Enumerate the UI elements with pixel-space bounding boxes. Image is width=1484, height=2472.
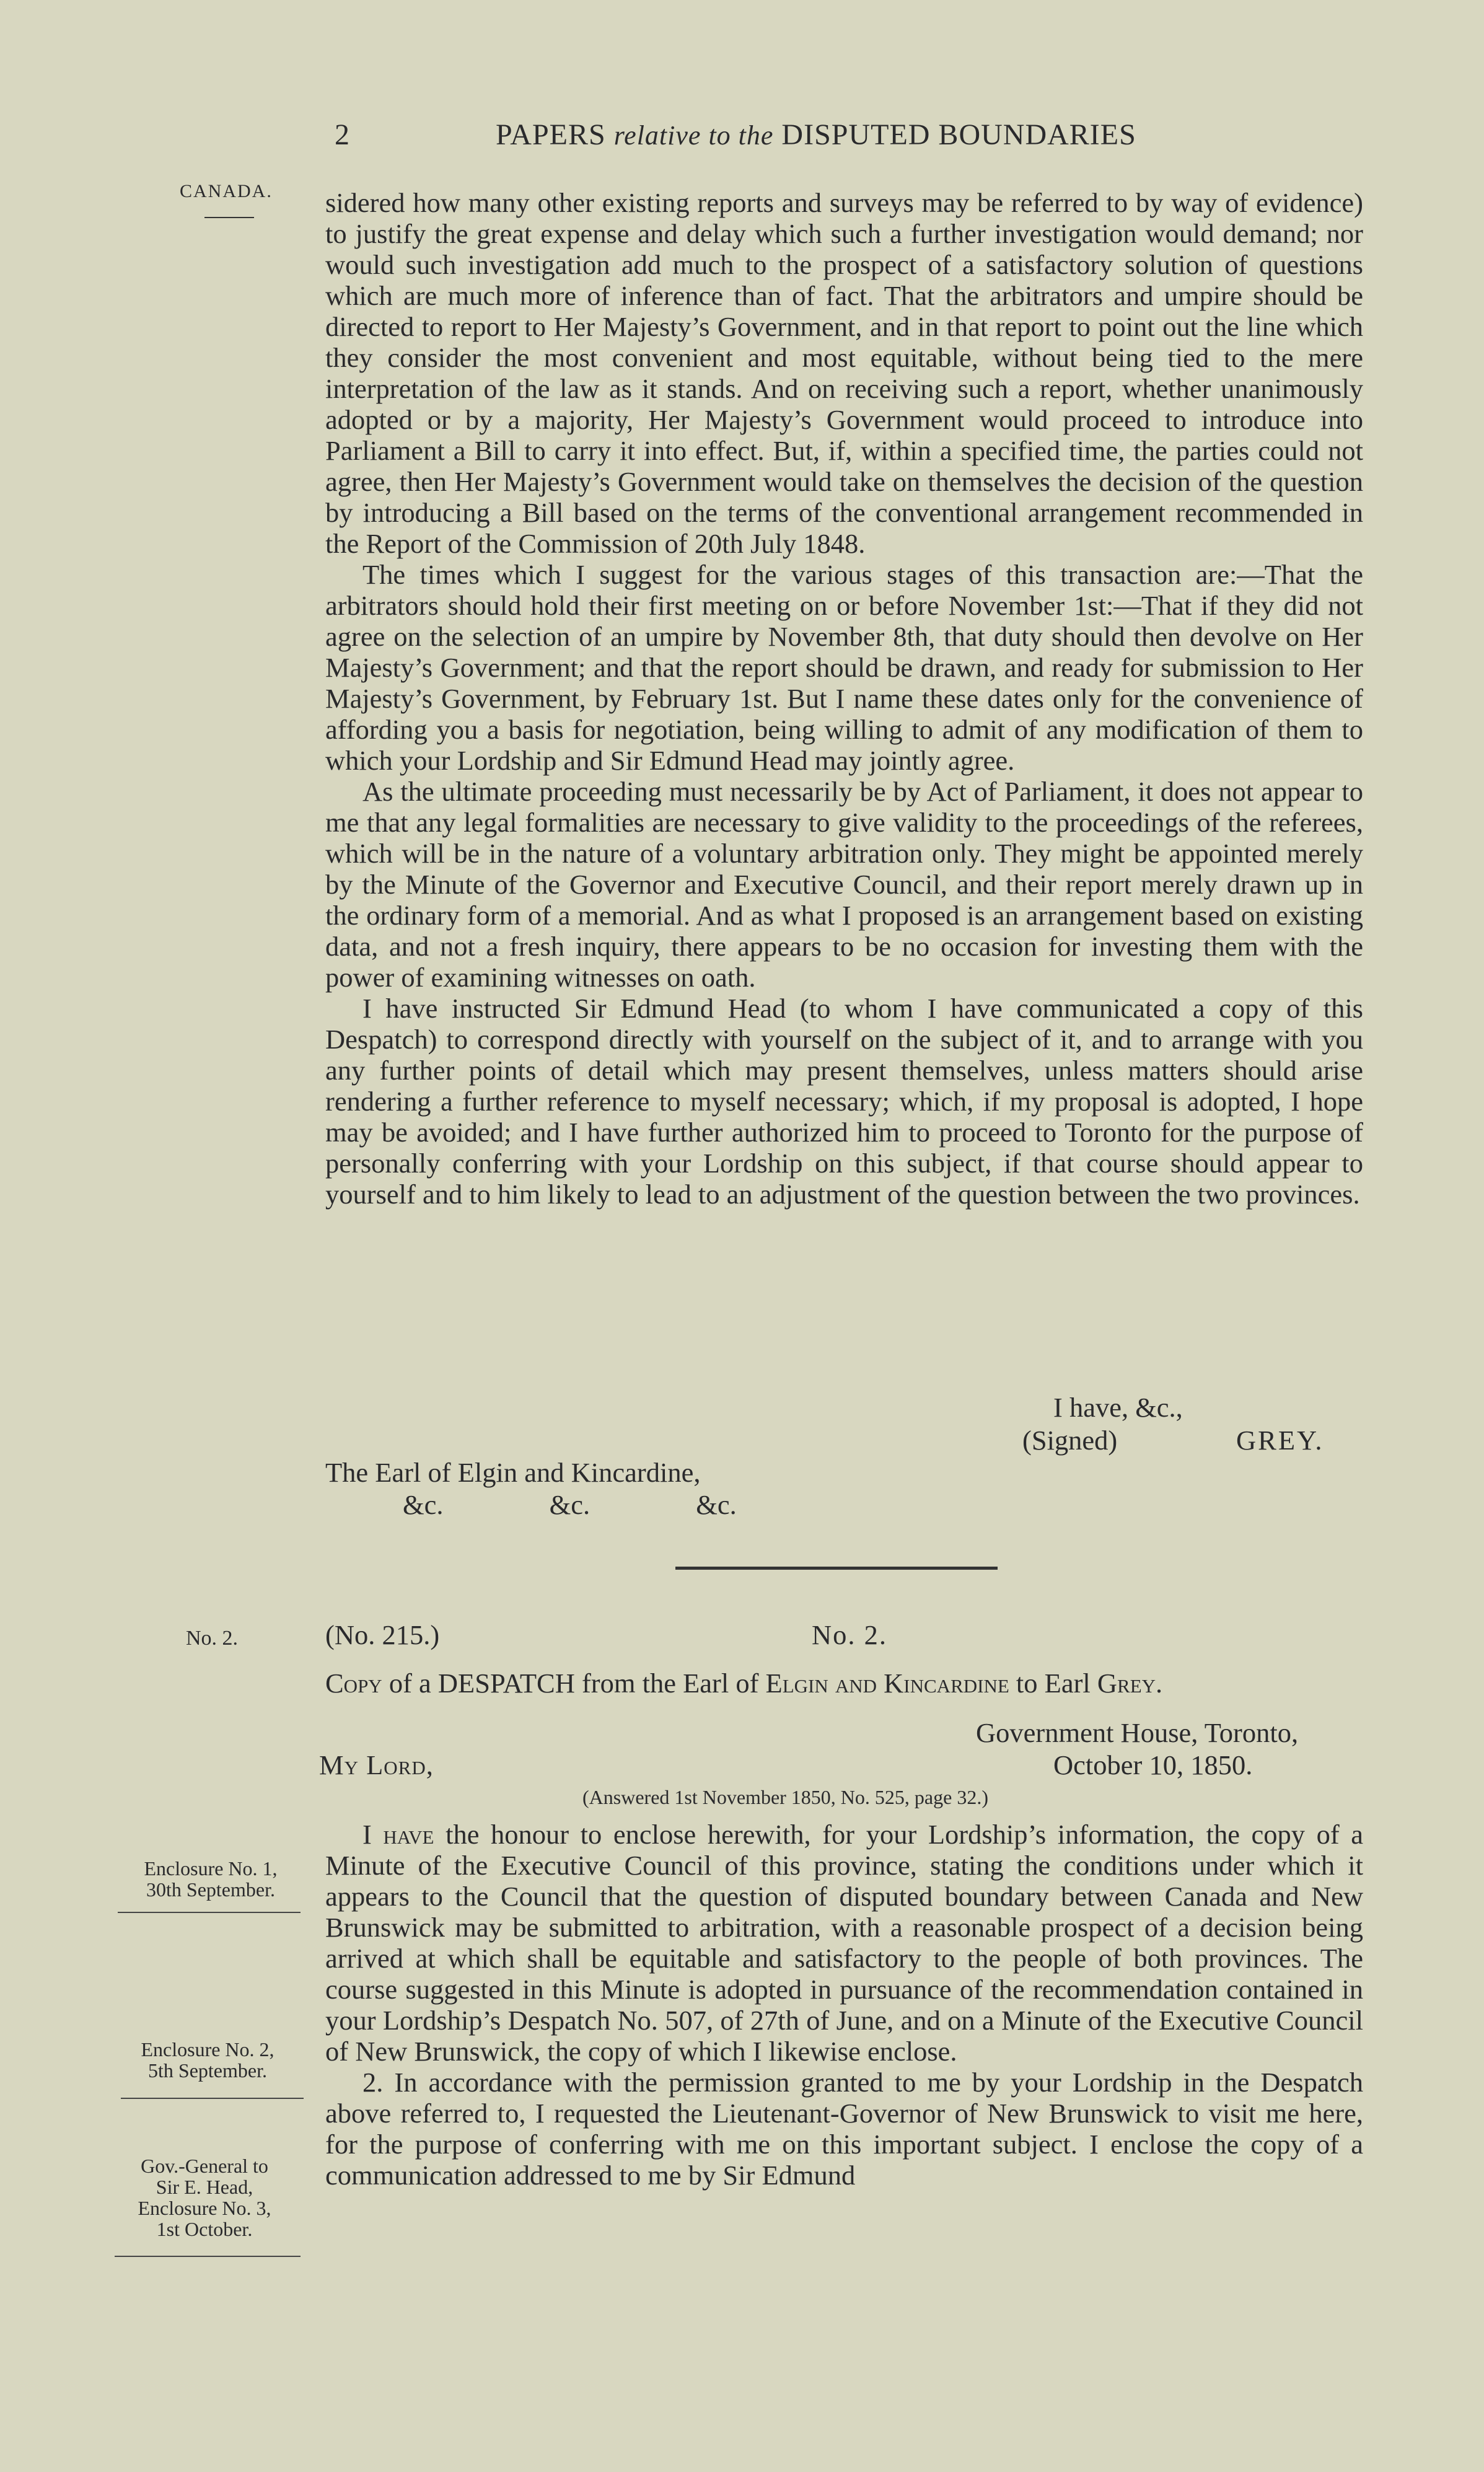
margin-enclosure-3 xyxy=(112,2155,297,2240)
enclosure-3-line-c: Enclosure No. 3, xyxy=(138,2197,271,2219)
running-title-post: DISPUTED BOUNDARIES xyxy=(773,118,1136,151)
paragraph-5 xyxy=(325,1819,1363,2067)
paragraph-5-lead: I have xyxy=(362,1819,434,1850)
margin-canada-rule xyxy=(204,217,254,218)
margin-enclosure-1 xyxy=(127,1858,294,1900)
running-title-italic: relative to the xyxy=(613,120,774,151)
margin-canada: CANADA. xyxy=(180,181,273,201)
heading-from: from the Earl of xyxy=(574,1668,766,1699)
heading-to: to Earl xyxy=(1009,1668,1097,1699)
salutation: My Lord, xyxy=(319,1749,434,1780)
heading-grey: Grey. xyxy=(1097,1668,1163,1699)
enclosure-2-line-b: 5th September. xyxy=(148,2059,267,2082)
dateline-place: Government House, Toronto, xyxy=(976,1717,1299,1748)
paragraph-3: As the ultimate proceeding must necessarily be by Act of Parliament, it does not appear to me that any legal formalities are necessary to give validity to the proceedings of the referees, which will be in the nature of a voluntary arbitration only. They might be appointed merely by the Minute of the Governor and Executive Council, and their report merely drawn up in the ordinary form of a memorial. And as what I proposed is an arrangement based on existing data, and not a fresh inquiry, there appears to be no occasion for investing them with the power of examining witnesses on oath. xyxy=(325,776,1363,993)
heading-of-a: of a xyxy=(382,1668,438,1699)
heading-copy: Copy xyxy=(325,1668,382,1699)
answered-note: (Answered 1st November 1850, No. 525, page 32.) xyxy=(582,1786,988,1808)
paragraph-5-text: the honour to enclose herewith, for your Lordship’s information, the copy of a Minute of the Executive Council of this province, stating the conditions under which it appears to the Council that the question of disputed boundary between Canada and New Brunswick may be submitted to arbitration, with a reasonable prospect of a decision being arrived at which shall be equitable and satisfactory to the people of both provinces. The course suggested in this Minute is adopted in pursuance of the recommendation contained in your Lordship’s Despatch No. 507, of 27th of June, and on a Minute of the Executive Council of New Brunswick, the copy of which I likewise enclose. xyxy=(325,1819,1363,2067)
despatch-continuation xyxy=(325,187,1363,1210)
margin-enclosure-3-rule xyxy=(115,2256,301,2257)
enclosure-3-line-a: Gov.-General to xyxy=(141,2155,268,2177)
despatch-number: (No. 215.) xyxy=(325,1619,440,1650)
margin-enclosure-2-rule xyxy=(121,2098,304,2099)
enclosure-1-line-a: Enclosure No. 1, xyxy=(144,1857,278,1880)
section-divider xyxy=(675,1567,998,1570)
dateline-date: October 10, 1850. xyxy=(1053,1749,1253,1780)
paragraph-2: The times which I suggest for the various stages of this transaction are:—That the arbitrators should hold their first meeting on or before November 1st:—That if they did not agree on the selection of an umpire by November 8th, that duty should then devolve on Her Majesty’s Government; and that the report should be drawn, and ready for submission to Her Majesty’s Government, by February 1st. But I name these dates only for the convenience of affording you a basis for negotiation, being willing to admit of any modification of them to which your Lordship and Sir Edmund Head may jointly agree. xyxy=(325,559,1363,776)
document-number: No. 2. xyxy=(812,1619,888,1650)
despatch-heading xyxy=(325,1667,1162,1699)
signature-name: GREY. xyxy=(1236,1425,1324,1456)
heading-elgin: Elgin and Kincardine xyxy=(765,1668,1009,1699)
heading-despatch: DESPATCH xyxy=(437,1668,575,1699)
paragraph-6: 2. In accordance with the permission granted to me by your Lordship in the Despatch above referred to, I requested the Lieutenant-Governor of New Brunswick to visit me here, for the purpose of conferring with me on this important subject. I enclose the copy of a communication addressed to me by Sir Edmund xyxy=(325,2067,1363,2191)
enclosure-2-line-a: Enclosure No. 2, xyxy=(141,2038,274,2061)
running-title xyxy=(496,118,1136,152)
enclosure-1-line-b: 30th September. xyxy=(146,1878,275,1901)
page-number: 2 xyxy=(335,118,349,151)
signature-have: I have, &c., xyxy=(1053,1392,1183,1423)
running-title-pre: PAPERS xyxy=(496,118,614,151)
margin-no2: No. 2. xyxy=(186,1627,239,1650)
paragraph-4: I have instructed Sir Edmund Head (to whom I have communicated a copy of this Despatch) to correspond directly with yourself on the subject of it, and to arrange with you any further points of detail which may present themselves, unless matters should arise rendering a further reference to myself necessary; which, if my proposal is adopted, I hope may be avoided; and I have further authorized him to proceed to Toronto for the purpose of personally conferring with your Lordship on this subject, if that course should appear to yourself and to him likely to lead to an adjustment of the question between the two provinces. xyxy=(325,993,1363,1210)
despatch-body xyxy=(325,1819,1363,2191)
addressee: The Earl of Elgin and Kincardine, xyxy=(325,1457,701,1488)
enclosure-3-line-b: Sir E. Head, xyxy=(156,2176,253,2198)
addressee-etc: &c. &c. &c. xyxy=(403,1489,737,1520)
paragraph-1: sidered how many other existing reports and surveys may be referred to by way of evidence) to justify the great expense and delay which such a further investigation would demand; nor would such investigation add much to the prospect of a satisfactory solution of questions which are much more of inference than of fact. That the arbitrators and umpire should be directed to report to Her Majesty’s Government, and in that report to point out the line which they consider the most convenient and most equitable, without being tied to the mere interpretation of the law as it stands. And on receiving such a report, whether unanimously adopted or by a majority, Her Majesty’s Government would proceed to introduce into Parliament a Bill to carry it into effect. But, if, within a specified time, the parties could not agree, then Her Majesty’s Government would take on themselves the decision of the question by introducing a Bill based on the terms of the conventional arrangement recommended in the Report of the Commission of 20th July 1848. xyxy=(325,187,1363,559)
margin-enclosure-2 xyxy=(121,2039,294,2081)
enclosure-3-line-d: 1st October. xyxy=(156,2218,253,2240)
signature-signed: (Signed) xyxy=(1022,1425,1118,1456)
margin-enclosure-1-rule xyxy=(118,1912,301,1913)
